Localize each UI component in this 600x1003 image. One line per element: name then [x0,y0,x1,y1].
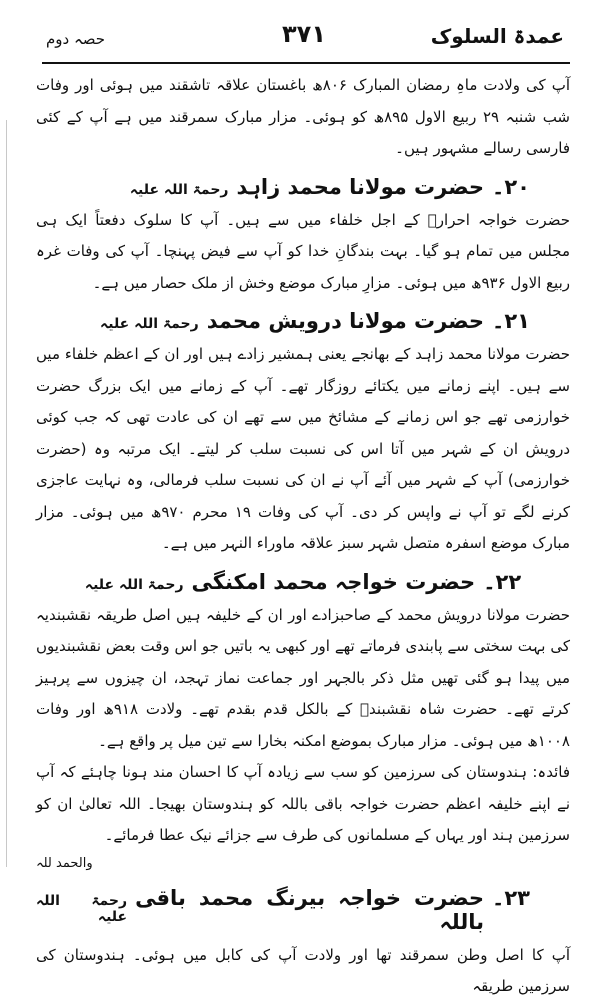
paragraph: حضرت مولانا درویش محمد کے صاحبزادے اور ان کے خلیفہ ہیں اصل طریقہ نقشبندیہ کی بہت سختی سے پابندی فرماتے تھے اور کبھی یہ باتیں جو اس وقت بعض نقشبندیوں میں پیدا ہو گئی تھیں مثل ذکر بالجہر اور جماعت نماز تہجد، ان چیزوں سے پرہیز کرتے تھے۔ حضرت شاہ نقشبندؒ کے بالکل قدم بقدم تھے۔ ولادت ۹۱۸ھ اور وفات ۱۰۰۸ھ میں ہوئی۔ مزار مبارک بموضع امکنہ بخارا سے تین میل پر واقع ہے۔ [36,605,570,750]
section-number: ۲۱۔ [492,309,530,333]
part-label: حصہ دوم [46,30,106,48]
section-title: حضرت خواجہ محمد امکنگی [191,569,476,594]
section-honorific: رحمۃ اللہ علیہ [84,576,184,593]
section-heading [36,570,570,594]
section-number: ۲۲۔ [483,569,522,594]
section-number: ۲۳۔ [492,885,530,910]
section-heading [36,175,570,199]
closing-phrase: والحمد للہ [36,855,93,871]
paragraph: حضرت خواجہ احرارؒ کے اجل خلفاء میں سے ہیں۔ آپ کا سلوک دفعتاً ایک ہی مجلس میں تمام ہو گیا۔ بہت بندگانِ خدا کو آپ سے فیض پہنچا۔ آپ کی وفات غرہ ربیع الاول ۹۳۶ھ میں ہوئی۔ مزارِ مبارک موضع وخش از ملک حصار میں ہے۔ [36,210,570,292]
page-body [30,66,578,1003]
page-fold-line [6,120,7,867]
page-header [30,0,578,66]
section-title: حضرت مولانا محمد زاہد [236,174,485,199]
header-rule [42,62,570,64]
note-paragraph: فائدہ: ہندوستان کی سرزمین کو سب سے زیادہ آپ کا احسان مند ہونا چاہئے کہ آپ نے اپنے خلیفہ اعظم حضرت خواجہ باقی باللہ کو ہندوستان بھیجا۔ اللہ تعالیٰ ان کو سرزمین ہند اور یہاں کے مسلمانوں کی طرف سے جزائے نیک عطا فرمائے۔ [36,763,570,844]
book-title: عمدۃ السلوک [430,24,564,48]
section-number: ۲۰۔ [492,174,530,199]
page-number: ۳۷۱ [282,20,326,48]
section-title: حضرت خواجہ بیرنگ محمد باقی باللہ [135,885,485,934]
section-honorific: رحمۃ اللہ علیہ [36,892,128,925]
section-honorific: رحمۃ اللہ علیہ [100,316,199,332]
section-title: حضرت مولانا درویش محمد [206,309,485,333]
paragraph: حضرت مولانا محمد زاہد کے بھانجے یعنی ہمشیر زادے ہیں اور ان کے اعظم خلفاء میں سے ہیں۔ اپنے زمانے میں یکتائے روزگار تھے۔ آپ کے زمانے میں ایک بزرگ حضرت خوارزمی تھے جو اس زمانے کے مشائخ میں سے تھے ان کی عادت تھی کہ جب کوئی درویش ان کے شہر میں آتا اس کی نسبت سلب کر لیتے۔ ایک مرتبہ وہ (حضرت خوارزمی) آپ کے شہر میں آئے آپ نے ان کی نسبت سلب فرمالی، وہ نہایت عاجزی کرنے لگے تو آپ نے واپس کر دی۔ آپ کی وفات ۱۹ محرم ۹۷۰ھ میں ہوئی۔ مزار مبارک موضع اسفرہ متصل شہر سبز علاقہ ماوراء النہر میں ہے۔ [36,345,571,552]
section-honorific: رحمۃ اللہ علیہ [129,181,229,198]
section-heading [36,309,570,333]
section-heading [36,886,570,934]
paragraph: آپ کی ولادت ماہِ رمضان المبارک ۸۰۶ھ باغستان علاقہ تاشقند میں ہوئی اور وفات شب شنبہ ۲۹ ربیع الاول ۸۹۵ھ کو ہوئی۔ مزار مبارک سمرقند میں ہے آپ کے کئی فارسی رسالے مشہور ہیں۔ [36,76,571,157]
paragraph: آپ کا اصل وطن سمرقند تھا اور ولادت آپ کی کابل میں ہوئی۔ ہندوستان کی سرزمین طریقہ [36,945,570,995]
